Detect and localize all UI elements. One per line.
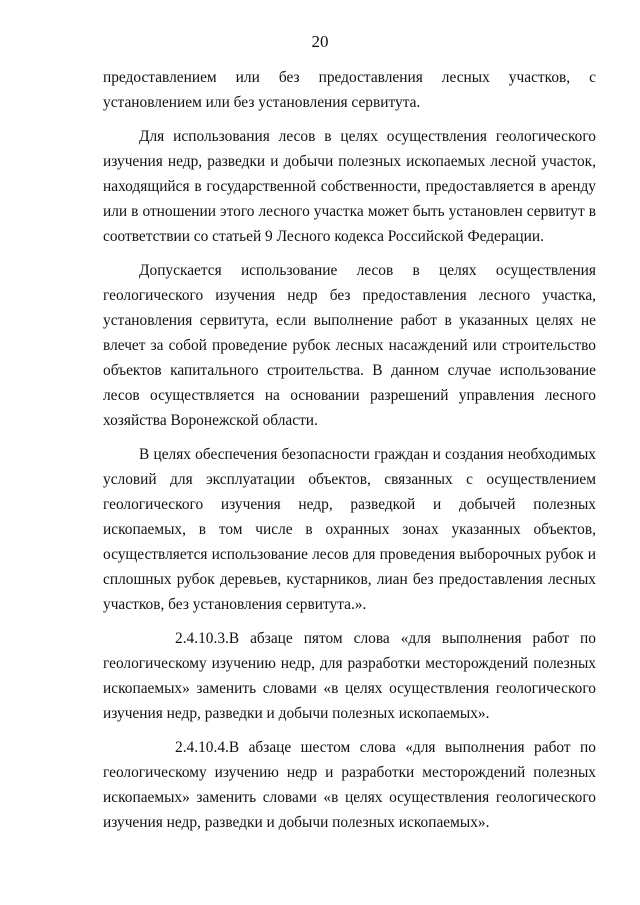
clause-2-4-10-3	[103, 626, 596, 726]
clause-2-4-10-4	[103, 735, 596, 835]
page-number: 20	[311, 32, 329, 51]
paragraph-forest-use-lease: Для использования лесов в целях осуществления геологического изучения недр, разведки и добычи полезных ископаемых лесной участок, находящийся в государственной собственности, предоставляется в аренду или в отношении этого лесного участка может быть установлен сервитут в соответствии со статьей 9 Лесного кодекса Российской Федерации.	[103, 128, 596, 245]
paragraph-continuation: предоставлением или без предоставления лесных участков, с установлением или без установления сервитута.	[103, 69, 596, 111]
document-body	[103, 65, 596, 844]
clause-text: В абзаце шестом слова «для выполнения работ по геологическому изучению недр и разработки месторождений полезных ископаемых» заменить словами «в целях осуществления геологического изучения недр, разведки и добычи полезных ископаемых».	[103, 739, 596, 831]
paragraph-safety-cuttings: В целях обеспечения безопасности граждан и создания необходимых условий для эксплуатации объектов, связанных с осуществлением геологического изучения недр, разведкой и добычей полезных ископаемых, в том числе в охранных зонах указанных объектов, осуществляется использование лесов для проведения выборочных рубок и сплошных рубок деревьев, кустарников, лиан без предоставления лесных участков, без установления сервитута.».	[103, 446, 596, 613]
clause-text: В абзаце пятом слова «для выполнения работ по геологическому изучению недр, для разработки месторождений полезных ископаемых» заменить словами «в целях осуществления геологического изучения недр, разведки и добычи полезных ископаемых».	[103, 630, 596, 722]
paragraph-forest-use-permit: Допускается использование лесов в целях осуществления геологического изучения недр без предоставления лесного участка, установления сервитута, если выполнение работ в указанных целях не влечет за собой проведение рубок лесных насаждений или строительство объектов капитального строительства. В данном случае использование лесов осуществляется на основании разрешений управления лесного хозяйства Воронежской области.	[103, 262, 596, 429]
clause-number: 2.4.10.3.	[175, 630, 229, 647]
clause-number: 2.4.10.4.	[175, 739, 229, 756]
